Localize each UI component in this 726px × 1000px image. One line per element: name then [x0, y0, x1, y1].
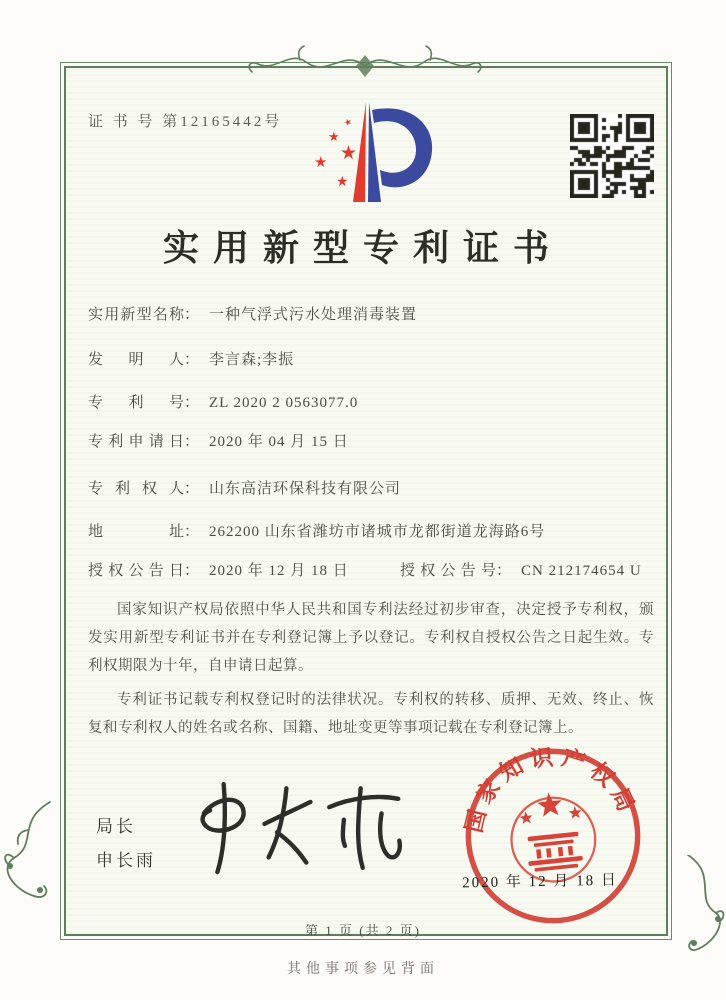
page-number: 第 1 页 (共 2 页)	[305, 923, 421, 938]
certificate-fields	[88, 303, 656, 593]
commissioner-role-label: 局长	[96, 817, 136, 836]
cnipa-logo-icon	[292, 98, 442, 206]
field-colon: ：	[184, 524, 200, 540]
logo-star-icon: ★	[336, 175, 349, 190]
field-value: 2020 年 04 月 15 日	[209, 434, 349, 450]
logo-star-icon: ★	[314, 155, 328, 171]
field-colon: ：	[184, 395, 200, 411]
field-label: 地址	[88, 524, 184, 540]
logo-star-icon: ★	[340, 143, 358, 164]
field-colon: ：	[496, 563, 512, 579]
field-patent-number	[88, 391, 656, 412]
field-application-date	[88, 430, 656, 451]
field-label: 专利权人	[88, 481, 184, 497]
logo-star-icon: ★	[342, 115, 354, 129]
field-colon: ：	[184, 434, 200, 450]
field-colon: ：	[184, 563, 200, 579]
official-seal	[453, 736, 653, 936]
field-colon: ：	[184, 481, 200, 497]
field-label: 实用新型名称	[88, 307, 184, 323]
field-patentee	[88, 477, 656, 498]
field-value: 李言森;李振	[209, 352, 295, 368]
field-label: 专利号	[88, 395, 184, 411]
field-label: 授权公告日	[88, 563, 184, 579]
signature-handwriting	[185, 772, 415, 880]
field-colon: ：	[184, 352, 200, 368]
corner-flourish-bottom-left	[0, 800, 56, 910]
field-value: 山东高洁环保科技有限公司	[209, 481, 402, 497]
field-value: 一种气浮式污水处理消毒装置	[209, 307, 418, 323]
seal-date: 2020 年 12 月 18 日	[462, 872, 619, 892]
field-grant-number	[400, 559, 642, 580]
seal-org-text: 国家知识产权局	[461, 744, 642, 836]
side-flourish-right	[682, 855, 726, 955]
svg-text:国家知识产权局	[453, 736, 642, 837]
field-label: 授权公告号	[400, 563, 496, 579]
cnipa-logo-graphic	[292, 98, 442, 206]
commissioner-name-label: 申长雨	[96, 851, 156, 870]
field-grant-row	[88, 559, 656, 580]
back-side-note: 其他事项参见背面	[287, 962, 439, 977]
field-address	[88, 520, 656, 541]
legal-paragraph: 国家知识产权局依照中华人民共和国专利法经过初步审查，决定授予专利权，颁发实用新型专利证书并在专利登记簿上予以登记。专利权自授权公告之日起生效。专利权期限为十年，自申请日起算。	[88, 602, 654, 674]
field-label: 发明人	[88, 352, 184, 368]
field-value: 262200 山东省潍坊市诸城市龙都街道龙海路6号	[209, 524, 546, 540]
field-inventor	[88, 348, 656, 369]
legal-text	[88, 596, 654, 748]
field-colon: ：	[184, 307, 200, 323]
field-value: CN 212174654 U	[521, 563, 642, 579]
field-value: 2020 年 12 月 18 日	[209, 563, 349, 579]
certificate-title: 实用新型专利证书	[162, 228, 563, 268]
logo-star-icon: ★	[328, 129, 340, 144]
legal-paragraph: 专利证书记载专利权登记时的法律状况。专利权的转移、质押、无效、终止、恢复和专利权人的姓名或名称、国籍、地址变更等事项记载在专利登记簿上。	[88, 692, 654, 736]
qr-code	[570, 114, 654, 198]
field-label: 专利申请日	[88, 434, 184, 450]
certificate-number: 证 书 号 第12165442号	[88, 114, 283, 130]
field-utility-model-name	[88, 303, 656, 324]
field-value: ZL 2020 2 0563077.0	[209, 395, 359, 411]
